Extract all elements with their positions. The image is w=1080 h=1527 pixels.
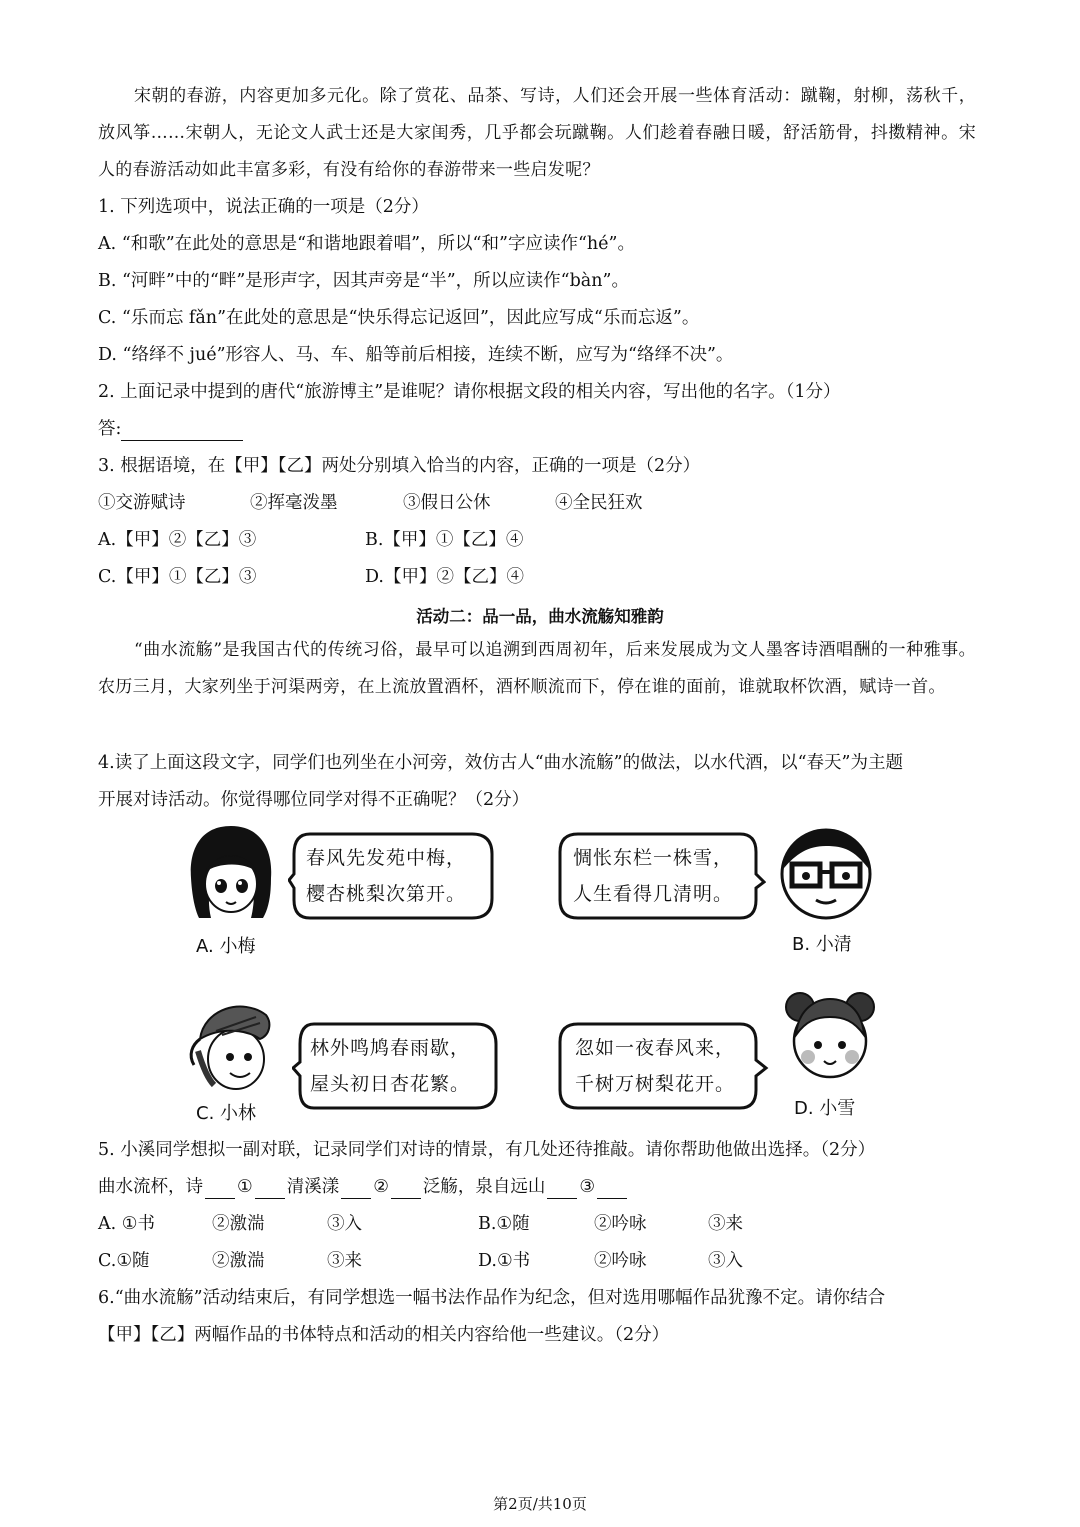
q4-stem-line1: 4.读了上面这段文字，同学们也列坐在小河旁，效仿古人“曲水流觞”的做法，以水代酒，以“春天”为主题: [98, 753, 903, 773]
q5-d-2: ②吟咏: [594, 1251, 647, 1271]
bubble-b-text: [573, 840, 733, 912]
couplet-mark-3: ③: [579, 1177, 596, 1197]
q4-stem-line2: 开展对诗活动。你觉得哪位同学对得不正确呢？（2分）: [98, 790, 530, 810]
blank-2b: [391, 1180, 421, 1199]
q5-b-2: ②吟咏: [594, 1214, 647, 1234]
q5-b-1: B.①随: [478, 1214, 530, 1234]
q5-couplet: [98, 1175, 629, 1199]
q5-a-3: ③入: [327, 1214, 362, 1234]
q5-c-3: ③来: [327, 1251, 362, 1271]
bubble-d-text: [575, 1030, 735, 1102]
q2-answer-line: [98, 417, 243, 441]
q1-option-a: A. “和歌”在此处的意思是“和谐地跟着唱”，所以“和”字应读作“hé”。: [98, 234, 635, 254]
blank-2: [341, 1180, 371, 1199]
bubble-c-line1: 林外鸣鸠春雨歇，: [310, 1037, 471, 1059]
bubble-c-line2: 屋头初日杏花繁。: [310, 1073, 471, 1095]
blank-3b: [597, 1180, 627, 1199]
blank-3: [547, 1180, 577, 1199]
boy-glasses-avatar-icon: [774, 820, 878, 924]
q5-stem: 5. 小溪同学想拟一副对联，记录同学们对诗的情景，有几处还待推敲。请你帮助他做出选择。（2分）: [98, 1140, 876, 1160]
q3-choice-4: ④全民狂欢: [555, 493, 643, 513]
couplet-part-2: 清溪漾: [286, 1177, 340, 1197]
couplet-part-3: 泛觞，泉自远山: [422, 1177, 546, 1197]
q2-stem: 2. 上面记录中提到的唐代“旅游博主”是谁呢？请你根据文段的相关内容，写出他的名字。（1分）: [98, 382, 841, 402]
bubble-a-line1: 春风先发苑中梅，: [306, 847, 467, 869]
blank-1: [205, 1180, 235, 1199]
q5-c-2: ②激湍: [212, 1251, 265, 1271]
page-number: 第2页/共10页: [493, 1495, 587, 1513]
q5-a-1: A. ①书: [98, 1214, 155, 1234]
q3-option-d: D.【甲】②【乙】④: [365, 567, 524, 587]
q3-choice-3: ③假日公休: [403, 493, 491, 513]
caption-a: A. 小梅: [196, 936, 256, 957]
q1-option-b: B. “河畔”中的“畔”是形声字，因其声旁是“半”，所以应读作“bàn”。: [98, 271, 629, 291]
girl-buns-avatar-icon: [780, 985, 880, 1085]
activity2-title: 活动二：品一品，曲水流觞知雅韵: [416, 607, 664, 626]
q3-choice-2: ②挥毫泼墨: [250, 493, 338, 513]
caption-c: C. 小林: [196, 1103, 257, 1124]
couplet-mark-1: ①: [237, 1177, 253, 1197]
bubble-a-text: [306, 840, 466, 912]
boy-cap-avatar-icon: [186, 995, 278, 1099]
intro-paragraph: 宋朝的春游，内容更加多元化。除了赏花、品茶、写诗，人们还会开展一些体育活动：蹴鞠，射柳，荡秋千，放风筝……宋朝人，无论文人武士还是大家闺秀，几乎都会玩蹴鞠。人们趁着春融日暖，舒活筋骨，抖擞精神。宋人的春游活动如此丰富多彩，有没有给你的春游带来一些启发呢？: [98, 86, 976, 180]
q5-b-3: ③来: [708, 1214, 743, 1234]
caption-b: B. 小清: [792, 934, 852, 955]
q6-line1: 6.“曲水流觞”活动结束后，有同学想选一幅书法作品作为纪念，但对选用哪幅作品犹豫不定。请你结合: [98, 1288, 886, 1308]
q6-line2: 【甲】【乙】两幅作品的书体特点和活动的相关内容给他一些建议。（2分）: [98, 1325, 670, 1345]
caption-d: D. 小雪: [794, 1098, 856, 1119]
q5-d-1: D.①书: [478, 1251, 531, 1271]
bubble-d-line1: 忽如一夜春风来，: [575, 1037, 736, 1059]
bubble-c-text: [310, 1030, 470, 1102]
bubble-d-line2: 千树万树梨花开。: [575, 1073, 736, 1095]
activity2-paragraph: “曲水流觞”是我国古代的传统习俗，最早可以追溯到西周初年，后来发展成为文人墨客诗酒唱酬的一种雅事。农历三月，大家列坐于河渠两旁，在上流放置酒杯，酒杯顺流而下，停在谁的面前，谁就取杯饮酒，赋诗一首。: [98, 640, 976, 697]
q5-d-3: ③入: [708, 1251, 743, 1271]
bubble-b-line1: 惆怅东栏一株雪，: [573, 847, 734, 869]
q1-option-d: D. “络绎不 jué”形容人、马、车、船等前后相接，连续不断，应写为“络绎不决”。: [98, 345, 734, 365]
couplet-part-1: 曲水流杯，诗: [98, 1177, 203, 1197]
bubble-a-line2: 樱杏桃梨次第开。: [306, 883, 467, 905]
q1-option-c: C. “乐而忘 fǎn”在此处的意思是“快乐得忘记返回”，因此应写成“乐而忘返”。: [98, 308, 700, 328]
q3-option-c: C.【甲】①【乙】③: [98, 567, 257, 587]
girl-avatar-icon: [185, 822, 277, 926]
q5-a-2: ②激湍: [212, 1214, 265, 1234]
bubble-b-line2: 人生看得几清明。: [573, 883, 734, 905]
q3-option-b: B.【甲】①【乙】④: [365, 530, 524, 550]
q3-option-a: A.【甲】②【乙】③: [98, 530, 257, 550]
q2-answer-label: 答:: [98, 419, 122, 439]
q3-choice-1: ①交游赋诗: [98, 493, 186, 513]
q2-answer-blank: [121, 422, 243, 441]
q1-stem: 1. 下列选项中，说法正确的一项是（2分）: [98, 197, 429, 217]
couplet-mark-2: ②: [373, 1177, 389, 1197]
q3-stem: 3. 根据语境，在【甲】【乙】两处分别填入恰当的内容，正确的一项是（2分）: [98, 456, 701, 476]
q5-c-1: C.①随: [98, 1251, 150, 1271]
blank-1b: [255, 1180, 285, 1199]
